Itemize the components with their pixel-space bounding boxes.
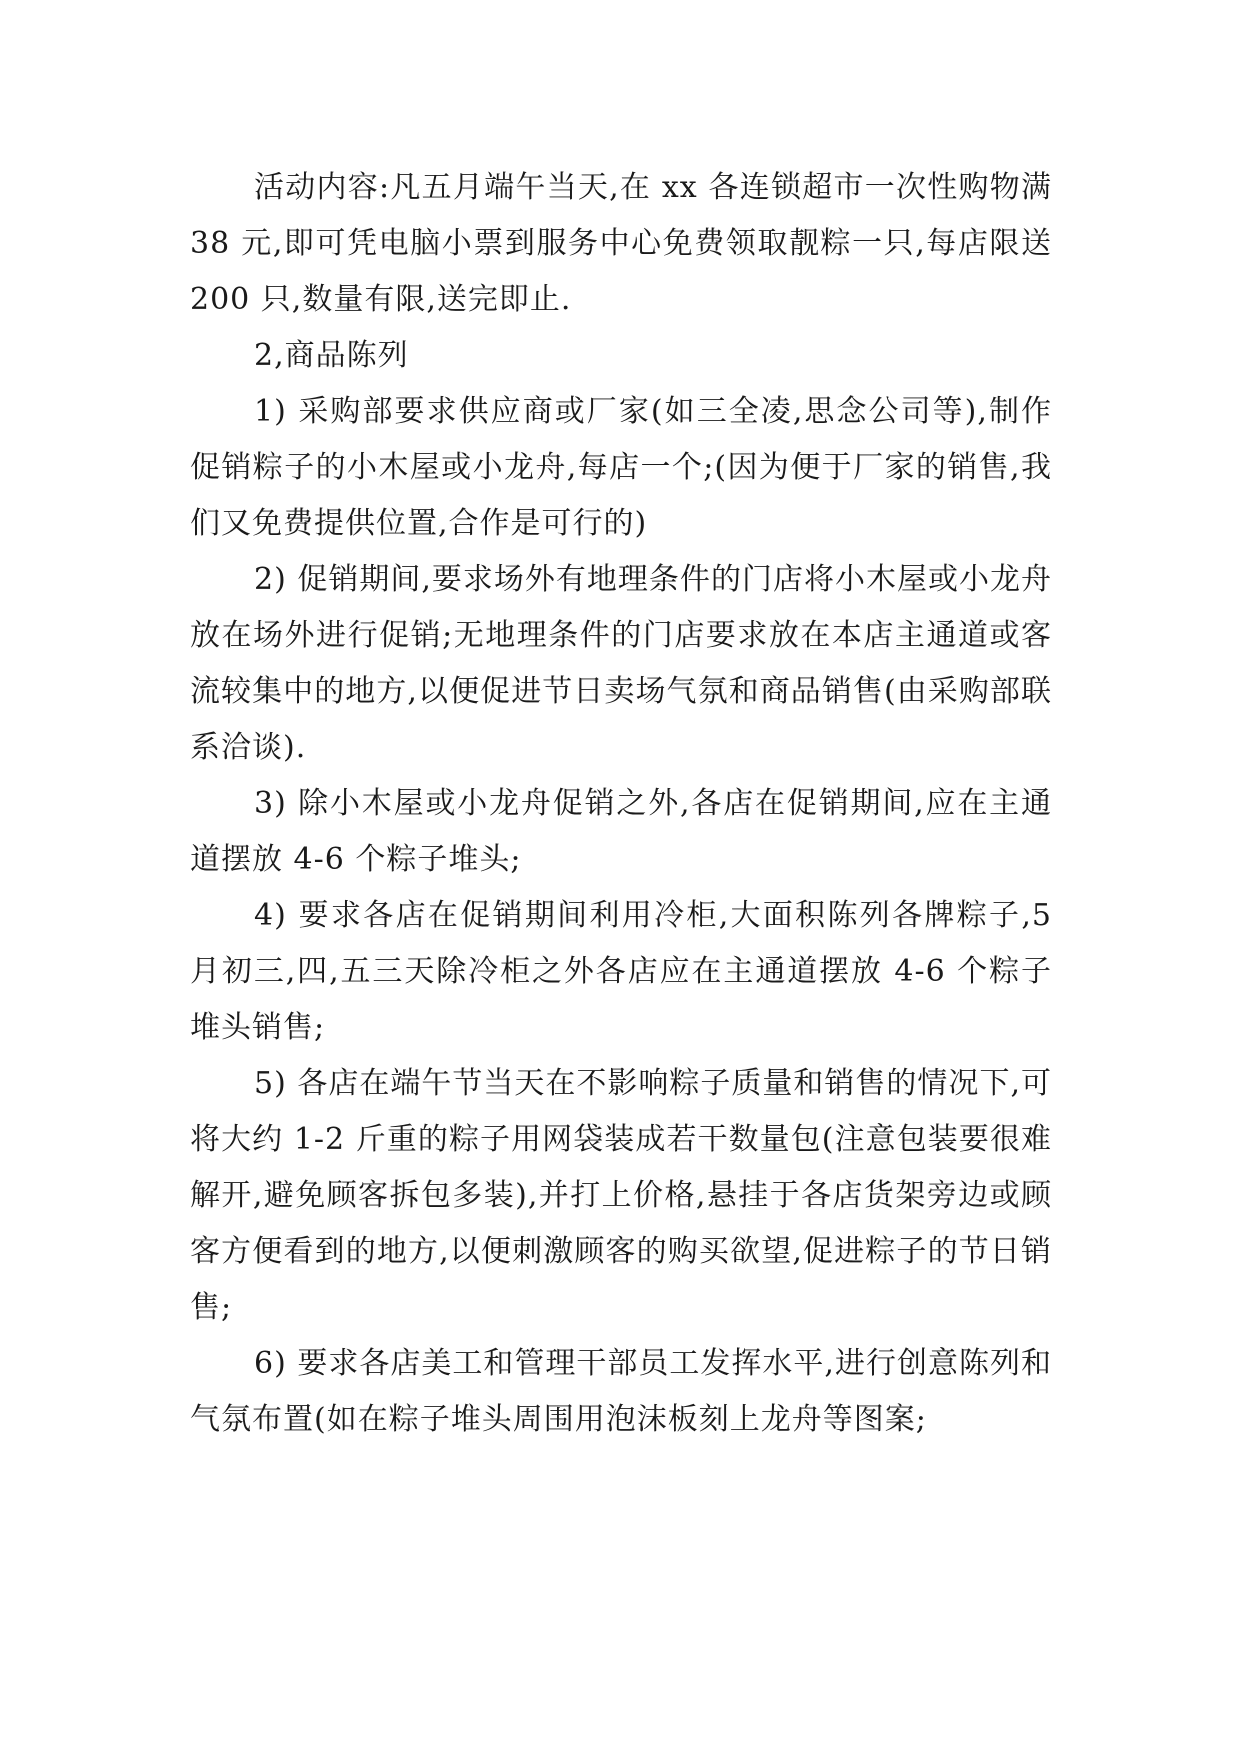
document-body (190, 160, 1052, 1448)
paragraph-activity-content: 活动内容:凡五月端午当天,在 xx 各连锁超市一次性购物满 38 元,即可凭电脑小票到服务中心免费领取靓粽一只,每店限送 200 只,数量有限,送完即止. (190, 170, 1052, 317)
paragraph-section-heading: 2,商品陈列 (254, 338, 409, 373)
paragraph-item-4: 4) 要求各店在促销期间利用冷柜,大面积陈列各牌粽子,5 月初三,四,五三天除冷柜之外各店应在主通道摆放 4-6 个粽子堆头销售; (190, 898, 1052, 1045)
paragraph-item-1: 1) 采购部要求供应商或厂家(如三全凌,思念公司等),制作促销粽子的小木屋或小龙舟,每店一个;(因为便于厂家的销售,我们又免费提供位置,合作是可行的) (190, 394, 1052, 541)
paragraph-item-6: 6) 要求各店美工和管理干部员工发挥水平,进行创意陈列和气氛布置(如在粽子堆头周围用泡沫板刻上龙舟等图案; (190, 1346, 1052, 1437)
paragraph-item-5: 5) 各店在端午节当天在不影响粽子质量和销售的情况下,可将大约 1-2 斤重的粽子用网袋装成若干数量包(注意包装要很难解开,避免顾客拆包多装),并打上价格,悬挂于各店货架旁边或顾客方便看到的地方,以便刺激顾客的购买欲望,促进粽子的节日销售; (190, 1066, 1052, 1325)
paragraph-item-2: 2) 促销期间,要求场外有地理条件的门店将小木屋或小龙舟放在场外进行促销;无地理条件的门店要求放在本店主通道或客流较集中的地方,以便促进节日卖场气氛和商品销售(由采购部联系洽谈). (190, 562, 1052, 765)
paragraph-item-3: 3) 除小木屋或小龙舟促销之外,各店在促销期间,应在主通道摆放 4-6 个粽子堆头; (190, 786, 1052, 877)
